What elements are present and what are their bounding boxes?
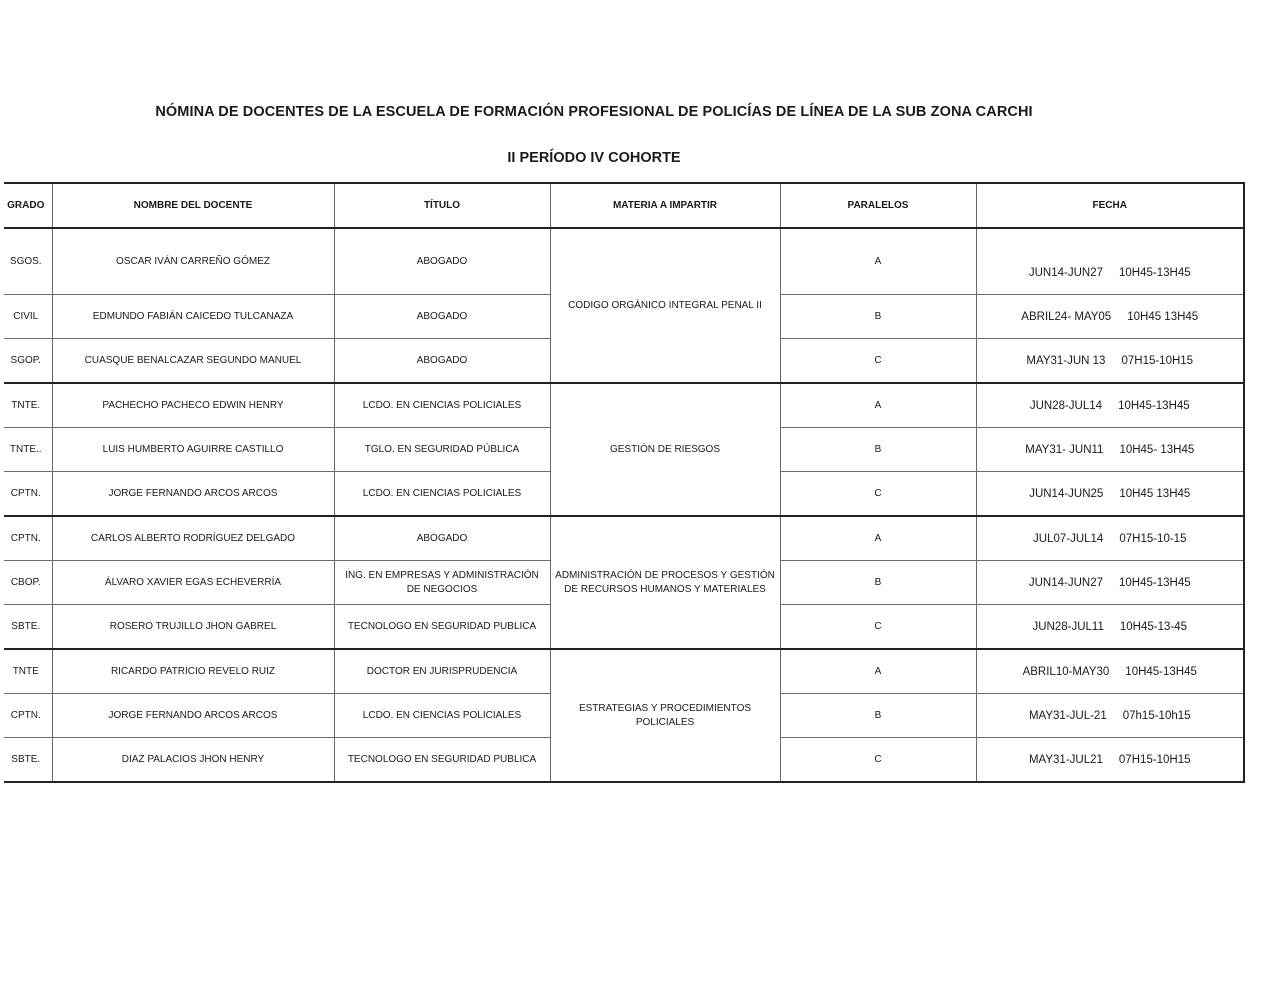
cell-titulo: ABOGADO xyxy=(334,228,550,295)
cell-titulo: TGLO. EN SEGURIDAD PÚBLICA xyxy=(334,428,550,472)
cell-paralelo: C xyxy=(780,472,976,517)
fecha-rango: JUN14-JUN27 xyxy=(1028,576,1104,589)
header-titulo: TÍTULO xyxy=(334,183,550,228)
fecha-hora: 10H45-13H45 xyxy=(1118,399,1190,412)
cell-nombre: LUIS HUMBERTO AGUIRRE CASTILLO xyxy=(52,428,334,472)
cell-nombre: OSCAR IVÁN CARREÑO GÓMEZ xyxy=(52,228,334,295)
cell-materia: GESTIÓN DE RIESGOS xyxy=(550,383,780,516)
cell-paralelo: B xyxy=(780,694,976,738)
cell-fecha xyxy=(976,694,1244,738)
table-header-row xyxy=(4,183,1244,228)
cell-paralelo: B xyxy=(780,428,976,472)
cell-paralelo: C xyxy=(780,339,976,384)
header-materia: MATERIA A IMPARTIR xyxy=(550,183,780,228)
table-row xyxy=(4,516,1244,561)
cell-titulo: ABOGADO xyxy=(334,339,550,384)
cell-nombre: JORGE FERNANDO ARCOS ARCOS xyxy=(52,694,334,738)
cell-materia: ESTRATEGIAS Y PROCEDIMIENTOS POLICIALES xyxy=(550,649,780,782)
fecha-hora: 07H15-10H15 xyxy=(1121,354,1194,367)
cell-paralelo: B xyxy=(780,295,976,339)
document-title: NÓMINA DE DOCENTES DE LA ESCUELA DE FORMACIÓN PROFESIONAL DE POLICÍAS DE LÍNEA DE LA SUB ZONA CARCHI xyxy=(155,104,1033,120)
cell-fecha xyxy=(976,738,1244,783)
fecha-rango: JUL07-JUL14 xyxy=(1033,532,1104,545)
fecha-rango: JUN14-JUN27 xyxy=(1028,266,1104,279)
table-row xyxy=(4,228,1244,295)
cell-nombre: DIAZ PALACIOS JHON HENRY xyxy=(52,738,334,783)
teachers-table xyxy=(4,182,1245,783)
fecha-hora: 07H15-10-15 xyxy=(1119,532,1187,545)
header-grado: GRADO xyxy=(4,183,52,228)
cell-nombre: JORGE FERNANDO ARCOS ARCOS xyxy=(52,472,334,517)
fecha-hora: 10H45 13H45 xyxy=(1119,487,1191,500)
cell-materia: CODIGO ORGÁNICO INTEGRAL PENAL II xyxy=(550,228,780,383)
cell-paralelo: A xyxy=(780,649,976,694)
header-fecha: FECHA xyxy=(976,183,1244,228)
cell-grado: SGOP. xyxy=(4,339,52,384)
cell-nombre: ÁLVARO XAVIER EGAS ECHEVERRÍA xyxy=(52,561,334,605)
fecha-hora: 10H45-13H45 xyxy=(1119,266,1191,279)
fecha-rango: ABRIL24- MAY05 xyxy=(1021,310,1112,323)
cell-titulo: ING. EN EMPRESAS Y ADMINISTRACIÓN DE NEGOCIOS xyxy=(334,561,550,605)
cell-grado: SBTE. xyxy=(4,605,52,650)
table-row xyxy=(4,383,1244,428)
cell-grado: CPTN. xyxy=(4,472,52,517)
header-paralelos: PARALELOS xyxy=(780,183,976,228)
cell-fecha xyxy=(976,228,1244,295)
cell-paralelo: A xyxy=(780,228,976,295)
fecha-hora: 10H45-13-45 xyxy=(1119,620,1187,633)
cell-nombre: EDMUNDO FABIÁN CAICEDO TULCANAZA xyxy=(52,295,334,339)
fecha-rango: JUN28-JUL11 xyxy=(1032,620,1104,633)
cell-nombre: PACHECHO PACHECO EDWIN HENRY xyxy=(52,383,334,428)
cell-grado: SGOS. xyxy=(4,228,52,295)
cell-paralelo: C xyxy=(780,738,976,783)
cell-grado: CPTN. xyxy=(4,694,52,738)
cell-titulo: LCDO. EN CIENCIAS POLICIALES xyxy=(334,694,550,738)
cell-titulo: TECNOLOGO EN SEGURIDAD PUBLICA xyxy=(334,605,550,650)
cell-fecha xyxy=(976,649,1244,694)
cell-paralelo: C xyxy=(780,605,976,650)
cell-fecha xyxy=(976,605,1244,650)
fecha-hora: 10H45 13H45 xyxy=(1127,310,1199,323)
cell-grado: SBTE. xyxy=(4,738,52,783)
fecha-rango: JUN14-JUN25 xyxy=(1029,487,1104,500)
cell-titulo: ABOGADO xyxy=(334,295,550,339)
header-nombre: NOMBRE DEL DOCENTE xyxy=(52,183,334,228)
fecha-hora: 07H15-10H15 xyxy=(1118,753,1191,766)
cell-grado: CIVIL xyxy=(4,295,52,339)
fecha-rango: ABRIL10-MAY30 xyxy=(1022,665,1110,678)
cell-nombre: RICARDO PATRICIO REVELO RUIZ xyxy=(52,649,334,694)
cell-nombre: CARLOS ALBERTO RODRÍGUEZ DELGADO xyxy=(52,516,334,561)
cell-grado: TNTE xyxy=(4,649,52,694)
fecha-rango: MAY31-JUL21 xyxy=(1028,753,1103,766)
cell-materia: ADMINISTRACIÓN DE PROCESOS Y GESTIÓN DE RECURSOS HUMANOS Y MATERIALES xyxy=(550,516,780,649)
cell-fecha xyxy=(976,295,1244,339)
cell-grado: TNTE.. xyxy=(4,428,52,472)
cell-titulo: LCDO. EN CIENCIAS POLICIALES xyxy=(334,472,550,517)
fecha-hora: 10H45-13H45 xyxy=(1119,576,1191,589)
cell-paralelo: A xyxy=(780,516,976,561)
fecha-rango: MAY31-JUL-21 xyxy=(1028,709,1107,722)
fecha-rango: JUN28-JUL14 xyxy=(1029,399,1103,412)
cell-fecha xyxy=(976,561,1244,605)
cell-titulo: ABOGADO xyxy=(334,516,550,561)
cell-grado: TNTE. xyxy=(4,383,52,428)
cell-titulo: TECNOLOGO EN SEGURIDAD PUBLICA xyxy=(334,738,550,783)
cell-titulo: LCDO. EN CIENCIAS POLICIALES xyxy=(334,383,550,428)
cell-paralelo: B xyxy=(780,561,976,605)
fecha-hora: 10H45- 13H45 xyxy=(1119,443,1195,456)
cell-titulo: DOCTOR EN JURISPRUDENCIA xyxy=(334,649,550,694)
fecha-rango: MAY31-JUN 13 xyxy=(1026,354,1106,367)
cell-nombre: CUASQUE BENALCAZAR SEGUNDO MANUEL xyxy=(52,339,334,384)
cell-nombre: ROSERO TRUJILLO JHON GABREL xyxy=(52,605,334,650)
cell-fecha xyxy=(976,383,1244,428)
cell-fecha xyxy=(976,428,1244,472)
cell-grado: CPTN. xyxy=(4,516,52,561)
table-row xyxy=(4,649,1244,694)
cell-fecha xyxy=(976,516,1244,561)
cell-fecha xyxy=(976,339,1244,384)
document-subtitle: II PERÍODO IV COHORTE xyxy=(507,150,681,166)
cell-grado: CBOP. xyxy=(4,561,52,605)
cell-paralelo: A xyxy=(780,383,976,428)
cell-fecha xyxy=(976,472,1244,517)
fecha-hora: 07h15-10h15 xyxy=(1122,709,1191,722)
fecha-hora: 10H45-13H45 xyxy=(1125,665,1197,678)
fecha-rango: MAY31- JUN11 xyxy=(1025,443,1104,456)
